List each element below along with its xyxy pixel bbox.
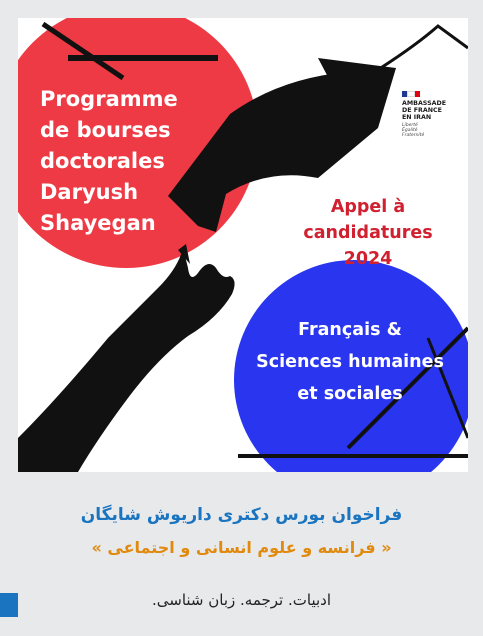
call-for-applications: Appel à candidatures 2024 — [303, 197, 433, 269]
post-title-link[interactable]: فراخوان بورس دکتری داریوش شایگان — [80, 505, 403, 525]
hand-silhouette-icon — [18, 244, 235, 472]
french-flag-icon — [402, 91, 420, 97]
embassy-name: AMBASSADE DE FRANCE EN IRAN — [402, 100, 447, 121]
post-tags[interactable]: ادبیات. ترجمه. زبان شناسی. — [151, 591, 332, 609]
program-title: Programme de bourses doctorales Daryush Shayegan — [40, 87, 178, 235]
poster-image[interactable] — [18, 18, 468, 472]
fields-of-study: Français & Sciences humaines et sociales — [256, 320, 444, 404]
tag-marker — [0, 593, 18, 617]
post-subtitle: « فرانسه و علوم انسانی و اجتماعی » — [91, 538, 392, 557]
embassy-motto: Liberté Égalité Fraternité — [402, 123, 425, 138]
embassy-logo — [402, 91, 462, 138]
